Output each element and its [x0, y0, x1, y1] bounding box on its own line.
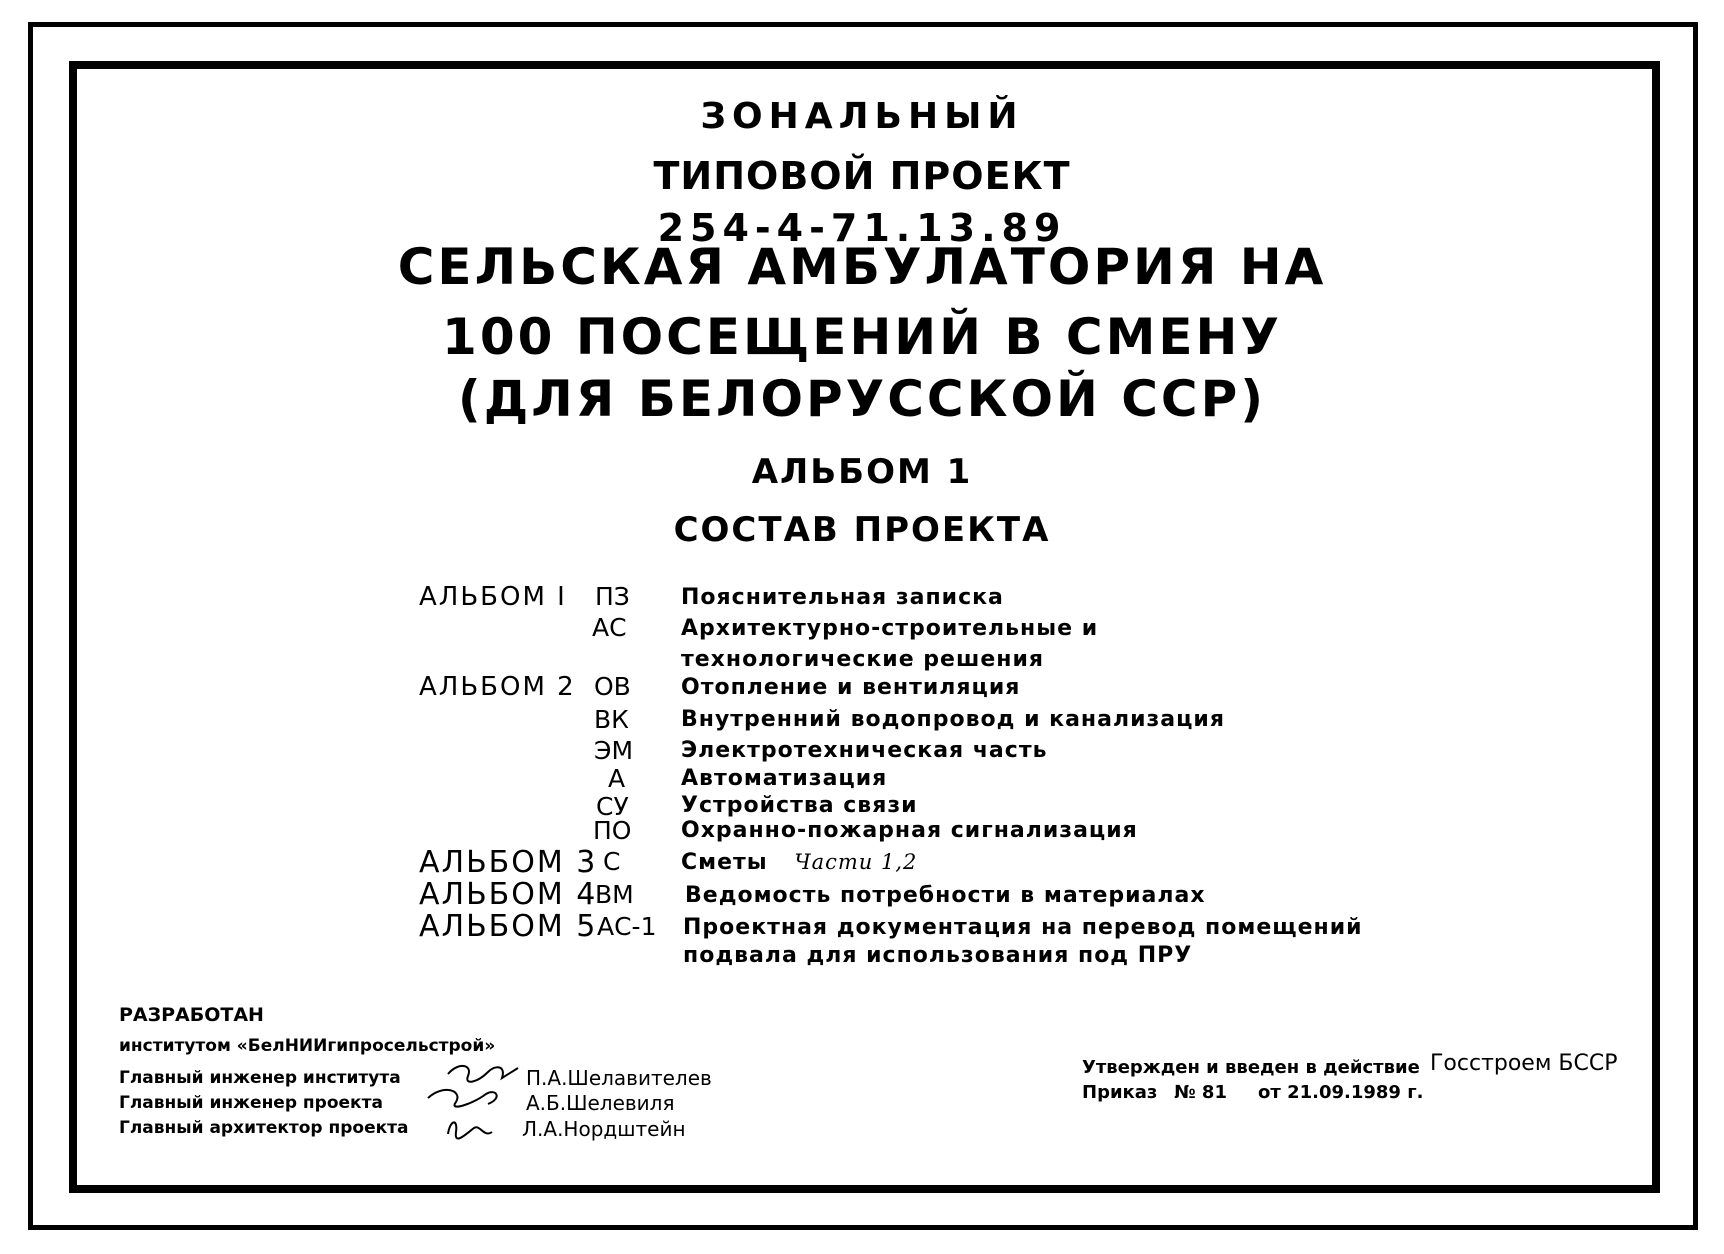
composition-code: ВМ — [595, 880, 634, 909]
developer-institute: институтом «БелНИИгипросельстрой» — [119, 1036, 496, 1056]
composition-album: АЛЬБОМ 4 — [419, 877, 598, 912]
composition-desc: Ведомость потребности в материалах — [685, 883, 1206, 908]
composition-desc: Проектная документация на перевод помещений — [683, 915, 1363, 940]
role-chief-engineer-project: Главный инженер проекта — [119, 1093, 383, 1113]
composition-code: ПЗ — [595, 582, 630, 611]
composition-code: СУ — [596, 792, 629, 821]
composition-code: ВК — [594, 705, 629, 734]
composition-code: АС-1 — [597, 912, 657, 941]
composition-album: АЛЬБОМ 2 — [419, 672, 576, 702]
composition-desc: Устройства связи — [681, 793, 918, 818]
composition-code: С — [603, 847, 621, 876]
signatory-name-3: Л.А.Нордштейн — [522, 1117, 686, 1141]
composition-code: ПО — [593, 816, 632, 845]
approval-authority: Госстроем БССР — [1430, 1051, 1618, 1076]
composition-album: АЛЬБОМ 3 — [419, 845, 598, 880]
signatory-name-2: А.Б.Шелевиля — [526, 1091, 675, 1115]
composition-desc: подвала для использования под ПРУ — [683, 943, 1193, 968]
order-number: № 81 — [1174, 1082, 1227, 1103]
composition-code: А — [608, 764, 626, 793]
composition-desc: Пояснительная записка — [681, 585, 1004, 610]
handwritten-signatures — [418, 1054, 538, 1154]
title-line-3: (ДЛЯ БЕЛОРУССКОЙ ССР) — [457, 370, 1267, 428]
composition-desc: Внутренний водопровод и канализация — [681, 707, 1225, 732]
signatory-name-1: П.А.Шелавителев — [526, 1066, 712, 1090]
composition-desc: Сметы — [681, 850, 768, 875]
composition-code: ЭМ — [594, 736, 634, 765]
role-chief-engineer-institute: Главный инженер института — [119, 1068, 401, 1088]
role-chief-architect: Главный архитектор проекта — [119, 1118, 409, 1138]
album-title: АЛЬБОМ 1 — [751, 452, 973, 492]
composition-desc: технологические решения — [681, 647, 1045, 672]
title-line-1: СЕЛЬСКАЯ АМБУЛАТОРИЯ НА — [397, 238, 1327, 296]
composition-desc: Архитектурно-строительные и — [681, 616, 1099, 641]
composition-album: АЛЬБОМ I — [419, 582, 567, 612]
developer-label: РАЗРАБОТАН — [119, 1004, 264, 1026]
composition-code: ОВ — [594, 672, 631, 701]
project-number: 254-4-71.13.89 — [657, 206, 1067, 250]
approval-text: Утвержден и введен в действие — [1082, 1057, 1420, 1078]
composition-desc: Автоматизация — [681, 766, 888, 791]
composition-album: АЛЬБОМ 5 — [419, 909, 598, 944]
order-label: Приказ — [1082, 1082, 1158, 1103]
composition-desc: Отопление и вентиляция — [681, 675, 1021, 700]
handwritten-note: Части 1,2 — [794, 850, 918, 874]
header-line-2: ТИПОВОЙ ПРОЕКТ — [653, 154, 1071, 198]
order-date: от 21.09.1989 г. — [1258, 1082, 1424, 1103]
title-line-2: 100 ПОСЕЩЕНИЙ В СМЕНУ — [442, 308, 1282, 366]
composition-title: СОСТАВ ПРОЕКТА — [673, 510, 1051, 550]
header-line-1: ЗОНАЛЬНЫЙ — [700, 96, 1024, 137]
composition-desc: Охранно-пожарная сигнализация — [681, 818, 1138, 843]
composition-code: АС — [592, 613, 627, 642]
composition-desc: Электротехническая часть — [681, 738, 1048, 763]
